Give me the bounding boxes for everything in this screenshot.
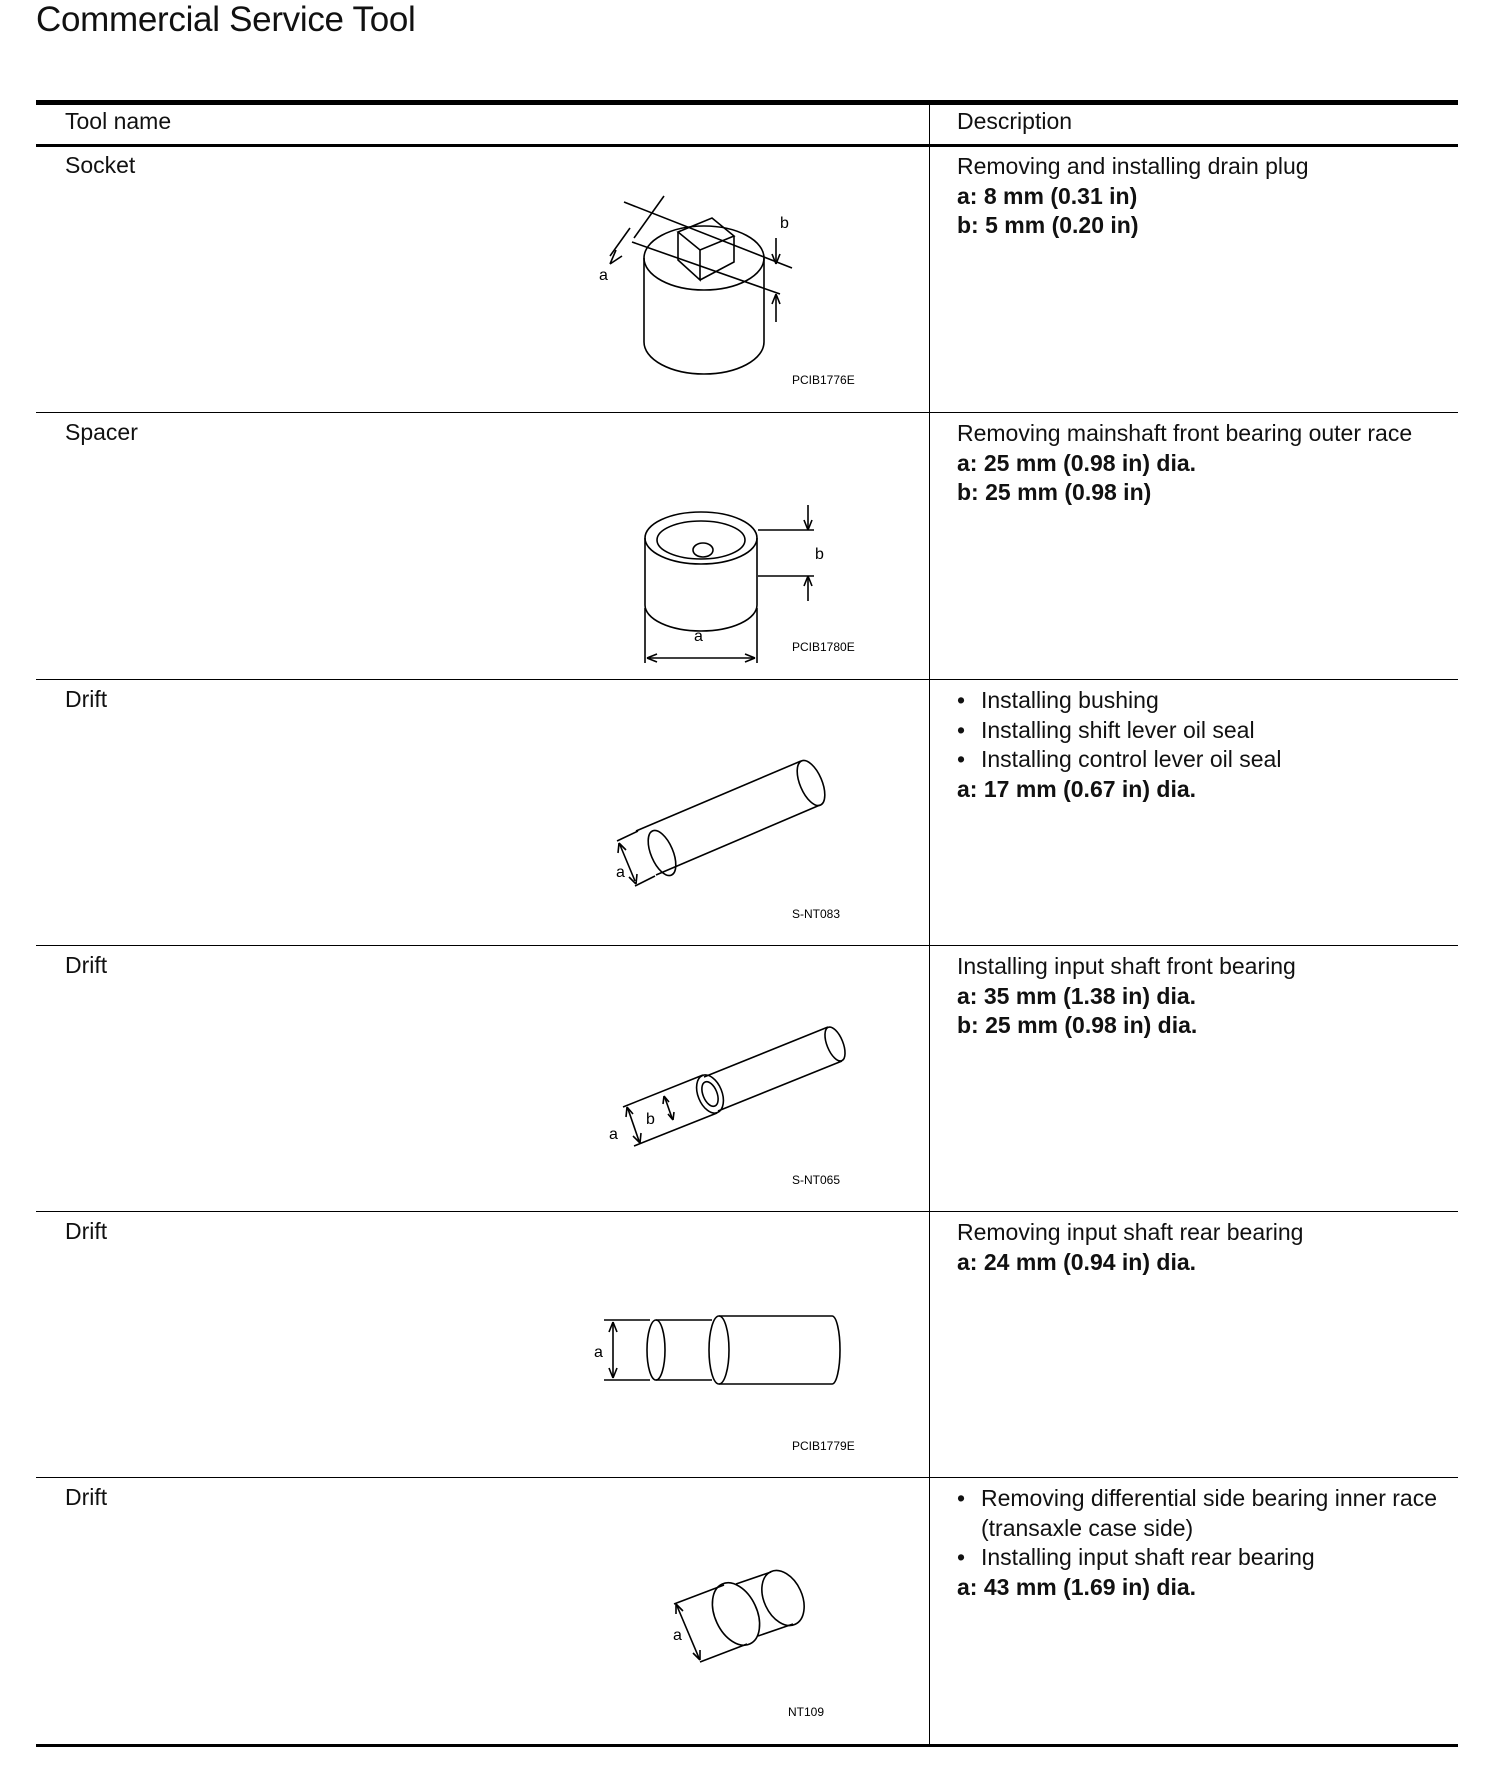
drift-illustration — [36, 680, 929, 946]
spec-line: b: 25 mm (0.98 in) — [957, 479, 1152, 505]
description-cell — [957, 686, 1437, 804]
table-row — [36, 146, 1458, 412]
description-line: Removing mainshaft front bearing outer race — [957, 420, 1413, 446]
table-row — [36, 1478, 1458, 1744]
spec-line: a: 35 mm (1.38 in) dia. — [957, 982, 1197, 1009]
description-line: Removing input shaft rear bearing — [957, 1219, 1304, 1245]
bullet-item: • Installing control lever oil seal — [957, 745, 1437, 775]
spacer-illustration — [36, 413, 929, 679]
tool-name: Spacer — [65, 419, 138, 445]
header-tool-name: Tool name — [65, 108, 172, 134]
socket-illustration — [36, 146, 929, 412]
description-cell — [957, 419, 1437, 508]
tool-name: Drift — [65, 952, 108, 978]
tool-name: Socket — [65, 152, 136, 178]
spec-line: a: 25 mm (0.98 in) dia. — [957, 449, 1197, 476]
description-line: Removing and installing drain plug — [957, 153, 1309, 179]
table-top-rule — [36, 100, 1458, 105]
description-cell — [957, 152, 1437, 241]
drift-illustration — [36, 1212, 929, 1478]
spec-line: a: 17 mm (0.67 in) dia. — [957, 775, 1197, 802]
figure-code: S-NT065 — [792, 1173, 841, 1187]
page-title: Commercial Service Tool — [36, 0, 416, 39]
description-cell — [957, 1218, 1437, 1277]
figure-label-a: a — [609, 1126, 618, 1143]
figure-code: S-NT083 — [792, 907, 841, 921]
tool-name: Drift — [65, 1484, 108, 1510]
table-row — [36, 946, 1458, 1212]
figure-label-a: a — [694, 628, 703, 645]
table-row — [36, 413, 1458, 679]
spec-line: a: 43 mm (1.69 in) dia. — [957, 1573, 1197, 1600]
figure-code: PCIB1779E — [792, 1439, 855, 1453]
bullet-item: • Installing input shaft rear bearing — [957, 1543, 1437, 1573]
drift-illustration — [36, 946, 929, 1212]
figure-label-a: a — [594, 1344, 603, 1361]
table-row — [36, 1212, 1458, 1478]
bullet-item: • Installing shift lever oil seal — [957, 716, 1437, 746]
description-line: Installing input shaft front bearing — [957, 953, 1296, 979]
bullet-item: • Removing differential side bearing inner race (transaxle case side) — [957, 1484, 1437, 1543]
spec-line: a: 24 mm (0.94 in) dia. — [957, 1248, 1197, 1275]
bullet-item: • Installing bushing — [957, 686, 1437, 716]
figure-label-b: b — [780, 215, 789, 232]
figure-code: NT109 — [788, 1705, 825, 1719]
spec-line: a: 8 mm (0.31 in) — [957, 182, 1138, 209]
figure-label-b: b — [646, 1111, 655, 1128]
figure-label-a: a — [616, 864, 625, 881]
figure-label-a: a — [673, 1627, 682, 1644]
table-bottom-rule — [36, 1744, 1458, 1747]
figure-code: PCIB1780E — [792, 640, 855, 654]
description-cell — [957, 1484, 1437, 1602]
figure-label-a: a — [599, 267, 608, 284]
drift-illustration — [36, 1478, 929, 1744]
figure-label-b: b — [815, 546, 824, 563]
table-row — [36, 680, 1458, 946]
header-description: Description — [957, 108, 1073, 134]
tool-name: Drift — [65, 1218, 108, 1244]
description-cell — [957, 952, 1437, 1041]
spec-line: b: 25 mm (0.98 in) dia. — [957, 1012, 1198, 1038]
spec-line: b: 5 mm (0.20 in) — [957, 212, 1139, 238]
tool-name: Drift — [65, 686, 108, 712]
figure-code: PCIB1776E — [792, 373, 855, 387]
